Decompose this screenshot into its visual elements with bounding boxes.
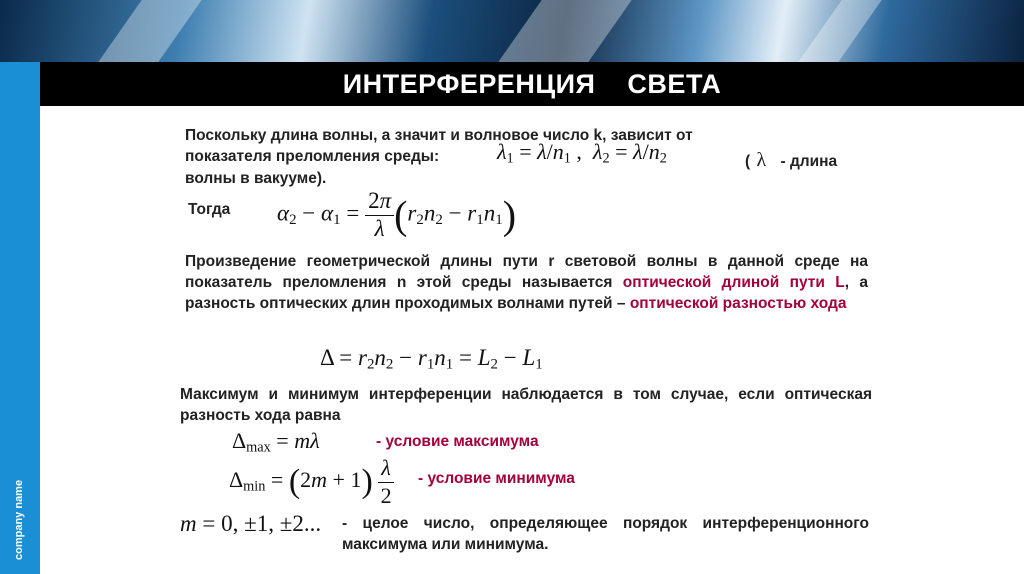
para3-text: Максимум и минимум интерференции наблюдается в том случае, если оптическая разность хода равна — [180, 386, 872, 424]
formula-phase-difference: $\alpha_2 - \alpha_1$ = $\frac{2\pi}{\lambda}$ $(r_2n_2 - r_1n_1)$ — [277, 188, 517, 241]
para2-text1: Произведение геометрической длины пути r световой волны в данной среде на показатель преломления n этой среды называется — [185, 253, 868, 291]
slide-title: ИНТЕРФЕРЕНЦИЯ СВЕТА — [342, 68, 722, 99]
formula-min-condition: $\Delta_{min} = (2m + 1)$ $\frac{\lambda}{2}$ — [229, 455, 394, 509]
togda-label: Тогда — [188, 201, 231, 218]
fraction-2pi-lambda: $\frac{2\pi}{\lambda}$ — [365, 188, 394, 242]
optical-difference-term: оптической разностью хода — [629, 295, 847, 312]
optical-path-term: оптической длиной пути L — [622, 274, 845, 291]
title-bar — [40, 62, 1024, 106]
note-rest: - длина — [780, 153, 838, 170]
formula-optical-path-difference: $\Delta = r_2n_2 - r_1n_1 = L_2 - L_1$ — [320, 345, 543, 373]
note-open-paren: ( — [745, 153, 751, 170]
final-description: - целое число, определяющее порядок интерференционного максимума или минимума. — [342, 515, 869, 553]
company-name: company name — [13, 479, 25, 560]
para1-line1: Поскольку длина волны, а значит и волновое число k, зависит от — [185, 127, 693, 144]
para2-text2: , а разность оптических длин проходимых волнами путей – — [185, 274, 869, 312]
formula-m-values: m = 0, ±1, ±2... — [180, 511, 322, 536]
banner-streak — [498, 0, 631, 62]
header-banner-image — [0, 0, 1024, 62]
para1-line3: волны в вакууме). — [185, 170, 327, 187]
lambda-symbol: λ — [756, 149, 767, 171]
fraction-lambda-2: $\frac{\lambda}{2}$ — [378, 455, 394, 509]
banner-streak — [798, 0, 881, 62]
para2-definition — [185, 251, 868, 314]
formula-max-condition: $\Delta_{max} = m\lambda$ — [232, 428, 320, 456]
para1-lambda-note — [745, 150, 837, 172]
formula-lambda-relation: $\lambda_1 = \lambda/n_1$ , $\lambda_2 = \lambda/n_2$ — [497, 139, 667, 167]
min-condition-label: - условие минимума — [418, 470, 575, 487]
para1-line2: показателя преломления среды: — [185, 148, 440, 165]
banner-streak — [98, 0, 201, 62]
max-condition-label: - условие максимума — [376, 433, 539, 450]
